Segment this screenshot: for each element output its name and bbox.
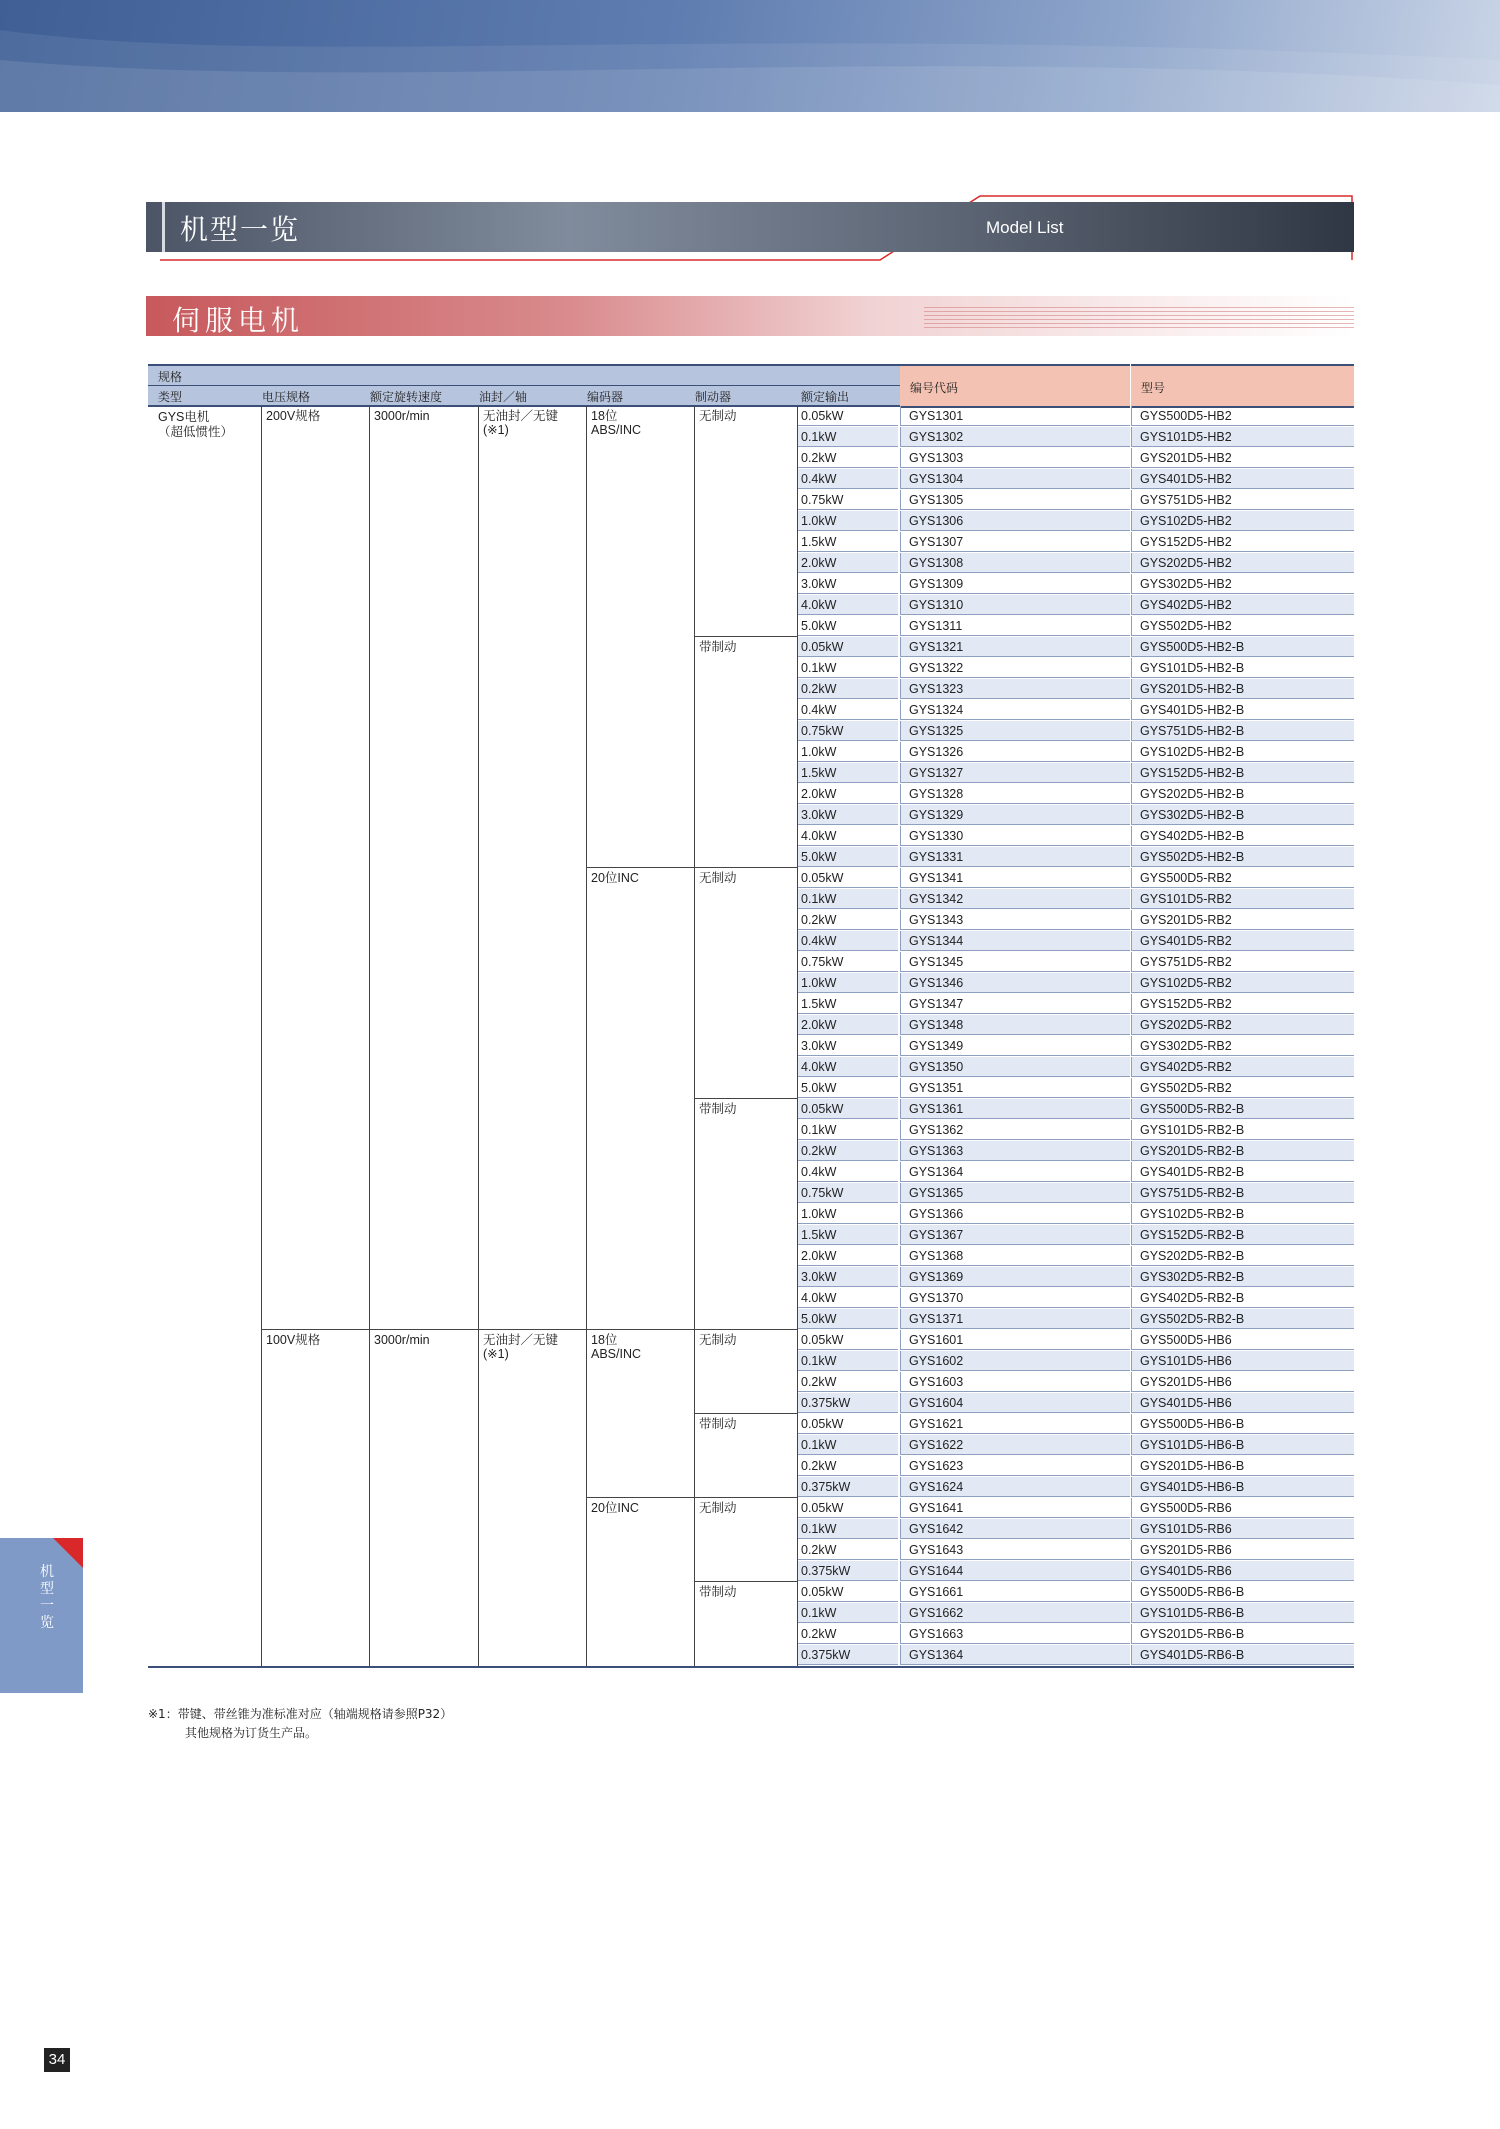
code-cell: GYS1368 bbox=[900, 1246, 1130, 1266]
code-cell: GYS1331 bbox=[900, 847, 1130, 867]
model-cell: GYS402D5-RB2-B bbox=[1131, 1288, 1354, 1308]
code-cell: GYS1322 bbox=[900, 658, 1130, 678]
brake-type: 带制动 bbox=[699, 1585, 737, 1599]
rated-output-cell: 0.05kW bbox=[797, 1330, 898, 1350]
rated-speed: 3000r/min bbox=[374, 409, 430, 423]
rated-output-cell: 0.1kW bbox=[797, 889, 898, 909]
model-cell: GYS152D5-RB2 bbox=[1131, 994, 1354, 1014]
rated-output-cell: 1.0kW bbox=[797, 742, 898, 762]
model-cell: GYS402D5-RB2 bbox=[1131, 1057, 1354, 1077]
header-output: 额定输出 bbox=[801, 390, 850, 404]
code-cell: GYS1307 bbox=[900, 532, 1130, 552]
page-title-bar bbox=[146, 202, 1354, 252]
brake-type: 无制动 bbox=[699, 409, 737, 423]
model-cell: GYS302D5-RB2-B bbox=[1131, 1267, 1354, 1287]
model-cell: GYS302D5-HB2-B bbox=[1131, 805, 1354, 825]
section-title-bar bbox=[146, 296, 1354, 336]
rated-output-cell: 0.2kW bbox=[797, 679, 898, 699]
column-divider bbox=[478, 406, 479, 1666]
side-tab-label: 机型一览 bbox=[40, 1564, 54, 1631]
seal-note: (※1) bbox=[483, 423, 509, 437]
code-cell: GYS1346 bbox=[900, 973, 1130, 993]
model-cell: GYS401D5-RB2 bbox=[1131, 931, 1354, 951]
rated-output-cell: 0.375kW bbox=[797, 1393, 898, 1413]
model-cell: GYS502D5-RB2 bbox=[1131, 1078, 1354, 1098]
column-divider bbox=[369, 406, 370, 1666]
rated-output-cell: 4.0kW bbox=[797, 595, 898, 615]
model-cell: GYS101D5-RB2-B bbox=[1131, 1120, 1354, 1140]
code-cell: GYS1601 bbox=[900, 1330, 1130, 1350]
model-cell: GYS500D5-HB6 bbox=[1131, 1330, 1354, 1350]
side-index-tab[interactable] bbox=[0, 1538, 83, 1693]
rated-output-cell: 0.2kW bbox=[797, 448, 898, 468]
code-cell: GYS1302 bbox=[900, 427, 1130, 447]
model-cell: GYS402D5-HB2-B bbox=[1131, 826, 1354, 846]
footnote-line-1: ※1：带键、带丝锥为准标准对应（轴端规格请参照P32） bbox=[148, 1707, 453, 1721]
model-cell: GYS201D5-HB2 bbox=[1131, 448, 1354, 468]
model-cell: GYS751D5-HB2-B bbox=[1131, 721, 1354, 741]
rated-output-cell: 0.05kW bbox=[797, 1414, 898, 1434]
code-cell: GYS1365 bbox=[900, 1183, 1130, 1203]
rated-output-cell: 0.75kW bbox=[797, 490, 898, 510]
model-cell: GYS401D5-HB2 bbox=[1131, 469, 1354, 489]
title-accent-bar bbox=[162, 202, 165, 252]
code-cell: GYS1351 bbox=[900, 1078, 1130, 1098]
rated-output-cell: 0.2kW bbox=[797, 1141, 898, 1161]
code-cell: GYS1622 bbox=[900, 1435, 1130, 1455]
rated-output-cell: 2.0kW bbox=[797, 1015, 898, 1035]
model-cell: GYS751D5-RB2-B bbox=[1131, 1183, 1354, 1203]
table-column-header bbox=[148, 385, 900, 407]
model-cell: GYS101D5-RB6-B bbox=[1131, 1603, 1354, 1623]
header-code-cell bbox=[900, 364, 1130, 408]
rated-output-cell: 1.0kW bbox=[797, 1204, 898, 1224]
model-cell: GYS101D5-HB2 bbox=[1131, 427, 1354, 447]
code-cell: GYS1308 bbox=[900, 553, 1130, 573]
model-cell: GYS402D5-HB2 bbox=[1131, 595, 1354, 615]
column-divider bbox=[797, 406, 798, 1666]
model-cell: GYS401D5-RB2-B bbox=[1131, 1162, 1354, 1182]
code-cell: GYS1345 bbox=[900, 952, 1130, 972]
model-cell: GYS101D5-HB6-B bbox=[1131, 1435, 1354, 1455]
model-cell: GYS102D5-HB2-B bbox=[1131, 742, 1354, 762]
rated-speed: 3000r/min bbox=[374, 1333, 430, 1347]
group-divider bbox=[694, 1581, 797, 1582]
code-cell: GYS1330 bbox=[900, 826, 1130, 846]
model-cell: GYS152D5-RB2-B bbox=[1131, 1225, 1354, 1245]
model-cell: GYS202D5-RB2-B bbox=[1131, 1246, 1354, 1266]
code-cell: GYS1347 bbox=[900, 994, 1130, 1014]
code-cell: GYS1303 bbox=[900, 448, 1130, 468]
model-cell: GYS302D5-RB2 bbox=[1131, 1036, 1354, 1056]
code-cell: GYS1641 bbox=[900, 1498, 1130, 1518]
rated-output-cell: 0.375kW bbox=[797, 1561, 898, 1581]
model-cell: GYS401D5-HB2-B bbox=[1131, 700, 1354, 720]
code-cell: GYS1341 bbox=[900, 868, 1130, 888]
rated-output-cell: 1.0kW bbox=[797, 511, 898, 531]
rated-output-cell: 3.0kW bbox=[797, 805, 898, 825]
code-cell: GYS1663 bbox=[900, 1624, 1130, 1644]
rated-output-cell: 2.0kW bbox=[797, 784, 898, 804]
model-cell: GYS102D5-HB2 bbox=[1131, 511, 1354, 531]
rated-output-cell: 0.1kW bbox=[797, 427, 898, 447]
rated-output-cell: 1.0kW bbox=[797, 973, 898, 993]
rated-output-cell: 0.375kW bbox=[797, 1477, 898, 1497]
rated-output-cell: 5.0kW bbox=[797, 616, 898, 636]
model-cell: GYS201D5-RB2 bbox=[1131, 910, 1354, 930]
code-cell: GYS1371 bbox=[900, 1309, 1130, 1329]
model-cell: GYS101D5-RB2 bbox=[1131, 889, 1354, 909]
rated-output-cell: 4.0kW bbox=[797, 826, 898, 846]
table-bottom-rule bbox=[148, 1666, 1354, 1668]
model-cell: GYS201D5-RB2-B bbox=[1131, 1141, 1354, 1161]
code-cell: GYS1642 bbox=[900, 1519, 1130, 1539]
rated-output-cell: 0.05kW bbox=[797, 1582, 898, 1602]
code-cell: GYS1350 bbox=[900, 1057, 1130, 1077]
model-cell: GYS101D5-RB6 bbox=[1131, 1519, 1354, 1539]
code-cell: GYS1644 bbox=[900, 1561, 1130, 1581]
model-cell: GYS101D5-HB6 bbox=[1131, 1351, 1354, 1371]
code-cell: GYS1328 bbox=[900, 784, 1130, 804]
code-cell: GYS1362 bbox=[900, 1120, 1130, 1140]
model-cell: GYS152D5-HB2 bbox=[1131, 532, 1354, 552]
code-cell: GYS1309 bbox=[900, 574, 1130, 594]
rated-output-cell: 0.2kW bbox=[797, 1540, 898, 1560]
code-cell: GYS1348 bbox=[900, 1015, 1130, 1035]
encoder-bits: 20位INC bbox=[591, 1501, 639, 1515]
voltage-spec: 200V规格 bbox=[266, 409, 321, 423]
model-cell: GYS401D5-RB6-B bbox=[1131, 1645, 1354, 1665]
brake-type: 带制动 bbox=[699, 640, 737, 654]
rated-output-cell: 0.1kW bbox=[797, 1120, 898, 1140]
brake-type: 带制动 bbox=[699, 1102, 737, 1116]
column-divider bbox=[586, 406, 587, 1666]
code-cell: GYS1343 bbox=[900, 910, 1130, 930]
code-cell: GYS1361 bbox=[900, 1099, 1130, 1119]
spec-header: 规格 bbox=[158, 370, 183, 384]
model-cell: GYS502D5-RB2-B bbox=[1131, 1309, 1354, 1329]
header-voltage: 电压规格 bbox=[262, 390, 311, 404]
header-seal: 油封／轴 bbox=[479, 390, 528, 404]
model-cell: GYS500D5-HB2 bbox=[1131, 406, 1354, 426]
seal-note: (※1) bbox=[483, 1347, 509, 1361]
header-code: 编号代码 bbox=[910, 381, 959, 395]
rated-output-cell: 0.75kW bbox=[797, 721, 898, 741]
group-divider bbox=[694, 867, 797, 868]
encoder-bits: 18位 bbox=[591, 409, 618, 423]
table-group-header bbox=[148, 364, 900, 385]
brake-type: 无制动 bbox=[699, 1501, 737, 1515]
code-cell: GYS1325 bbox=[900, 721, 1130, 741]
brake-type: 无制动 bbox=[699, 1333, 737, 1347]
seal-shaft: 无油封／无键 bbox=[483, 1333, 559, 1347]
footnote bbox=[148, 1705, 452, 1743]
section-title: 伺服电机 bbox=[172, 304, 305, 337]
page-number: 34 bbox=[44, 2048, 70, 2072]
rated-output-cell: 0.1kW bbox=[797, 1519, 898, 1539]
header-model: 型号 bbox=[1141, 381, 1166, 395]
header-model-cell bbox=[1131, 364, 1354, 408]
brake-type: 无制动 bbox=[699, 871, 737, 885]
model-cell: GYS302D5-HB2 bbox=[1131, 574, 1354, 594]
code-cell: GYS1661 bbox=[900, 1582, 1130, 1602]
code-cell: GYS1621 bbox=[900, 1414, 1130, 1434]
code-cell: GYS1305 bbox=[900, 490, 1130, 510]
encoder-type: ABS/INC bbox=[591, 1347, 642, 1361]
model-cell: GYS201D5-RB6 bbox=[1131, 1540, 1354, 1560]
code-cell: GYS1342 bbox=[900, 889, 1130, 909]
column-divider bbox=[694, 406, 695, 1666]
brake-type: 带制动 bbox=[699, 1417, 737, 1431]
rated-output-cell: 0.05kW bbox=[797, 868, 898, 888]
encoder-bits: 20位INC bbox=[591, 871, 639, 885]
code-cell: GYS1326 bbox=[900, 742, 1130, 762]
rated-output-cell: 0.375kW bbox=[797, 1645, 898, 1665]
code-cell: GYS1304 bbox=[900, 469, 1130, 489]
code-cell: GYS1604 bbox=[900, 1393, 1130, 1413]
rated-output-cell: 0.75kW bbox=[797, 952, 898, 972]
code-cell: GYS1364 bbox=[900, 1645, 1130, 1665]
code-cell: GYS1662 bbox=[900, 1603, 1130, 1623]
code-cell: GYS1623 bbox=[900, 1456, 1130, 1476]
voltage-spec: 100V规格 bbox=[266, 1333, 321, 1347]
rated-output-cell: 3.0kW bbox=[797, 574, 898, 594]
code-cell: GYS1344 bbox=[900, 931, 1130, 951]
model-cell: GYS202D5-RB2 bbox=[1131, 1015, 1354, 1035]
rated-output-cell: 1.5kW bbox=[797, 532, 898, 552]
model-cell: GYS500D5-HB2-B bbox=[1131, 637, 1354, 657]
code-cell: GYS1349 bbox=[900, 1036, 1130, 1056]
code-cell: GYS1369 bbox=[900, 1267, 1130, 1287]
rated-output-cell: 1.5kW bbox=[797, 763, 898, 783]
page-title: 机型一览 bbox=[180, 213, 301, 246]
model-cell: GYS401D5-RB6 bbox=[1131, 1561, 1354, 1581]
rated-output-cell: 0.1kW bbox=[797, 1603, 898, 1623]
rated-output-cell: 3.0kW bbox=[797, 1036, 898, 1056]
code-cell: GYS1602 bbox=[900, 1351, 1130, 1371]
rated-output-cell: 0.2kW bbox=[797, 1456, 898, 1476]
rated-output-cell: 0.4kW bbox=[797, 1162, 898, 1182]
group-divider bbox=[694, 636, 797, 637]
code-cell: GYS1306 bbox=[900, 511, 1130, 531]
model-cell: GYS201D5-HB2-B bbox=[1131, 679, 1354, 699]
page-title-english: Model List bbox=[986, 218, 1064, 237]
group-divider bbox=[694, 1098, 797, 1099]
rated-output-cell: 0.4kW bbox=[797, 931, 898, 951]
model-cell: GYS500D5-RB2 bbox=[1131, 868, 1354, 888]
group-divider bbox=[694, 1497, 797, 1498]
rated-output-cell: 0.2kW bbox=[797, 1624, 898, 1644]
motor-type-inertia: （超低惯性） bbox=[158, 425, 234, 439]
model-cell: GYS152D5-HB2-B bbox=[1131, 763, 1354, 783]
tab-corner-mark bbox=[53, 1538, 83, 1568]
model-cell: GYS500D5-HB6-B bbox=[1131, 1414, 1354, 1434]
rated-output-cell: 0.05kW bbox=[797, 1099, 898, 1119]
header-type: 类型 bbox=[158, 390, 183, 404]
rated-output-cell: 3.0kW bbox=[797, 1267, 898, 1287]
model-cell: GYS500D5-RB2-B bbox=[1131, 1099, 1354, 1119]
rated-output-cell: 2.0kW bbox=[797, 1246, 898, 1266]
column-divider bbox=[261, 406, 262, 1666]
header-encoder: 编码器 bbox=[587, 390, 624, 404]
model-cell: GYS201D5-RB6-B bbox=[1131, 1624, 1354, 1644]
header-speed: 额定旋转速度 bbox=[370, 390, 443, 404]
model-cell: GYS102D5-RB2-B bbox=[1131, 1204, 1354, 1224]
code-cell: GYS1643 bbox=[900, 1540, 1130, 1560]
rated-output-cell: 5.0kW bbox=[797, 1078, 898, 1098]
rated-output-cell: 0.4kW bbox=[797, 700, 898, 720]
code-cell: GYS1323 bbox=[900, 679, 1130, 699]
code-cell: GYS1366 bbox=[900, 1204, 1130, 1224]
group-divider bbox=[694, 1413, 797, 1414]
header-brake: 制动器 bbox=[695, 390, 732, 404]
encoder-bits: 18位 bbox=[591, 1333, 618, 1347]
seal-shaft: 无油封／无键 bbox=[483, 409, 559, 423]
encoder-type: ABS/INC bbox=[591, 423, 642, 437]
rated-output-cell: 4.0kW bbox=[797, 1057, 898, 1077]
model-cell: GYS201D5-HB6 bbox=[1131, 1372, 1354, 1392]
group-divider bbox=[694, 1329, 797, 1330]
model-cell: GYS500D5-RB6-B bbox=[1131, 1582, 1354, 1602]
code-cell: GYS1310 bbox=[900, 595, 1130, 615]
code-cell: GYS1321 bbox=[900, 637, 1130, 657]
motor-type-name: GYS电机 bbox=[158, 410, 210, 424]
rated-output-cell: 1.5kW bbox=[797, 994, 898, 1014]
rated-output-cell: 5.0kW bbox=[797, 847, 898, 867]
model-cell: GYS201D5-HB6-B bbox=[1131, 1456, 1354, 1476]
model-cell: GYS500D5-RB6 bbox=[1131, 1498, 1354, 1518]
model-cell: GYS751D5-RB2 bbox=[1131, 952, 1354, 972]
rated-output-cell: 0.05kW bbox=[797, 637, 898, 657]
model-cell: GYS102D5-RB2 bbox=[1131, 973, 1354, 993]
rated-output-cell: 5.0kW bbox=[797, 1309, 898, 1329]
rated-output-cell: 2.0kW bbox=[797, 553, 898, 573]
model-cell: GYS751D5-HB2 bbox=[1131, 490, 1354, 510]
rated-output-cell: 1.5kW bbox=[797, 1225, 898, 1245]
model-cell: GYS401D5-HB6 bbox=[1131, 1393, 1354, 1413]
code-cell: GYS1301 bbox=[900, 406, 1130, 426]
code-cell: GYS1327 bbox=[900, 763, 1130, 783]
code-cell: GYS1603 bbox=[900, 1372, 1130, 1392]
model-cell: GYS401D5-HB6-B bbox=[1131, 1477, 1354, 1497]
rated-output-cell: 0.1kW bbox=[797, 1351, 898, 1371]
rated-output-cell: 0.4kW bbox=[797, 469, 898, 489]
rated-output-cell: 0.1kW bbox=[797, 1435, 898, 1455]
rated-output-cell: 0.75kW bbox=[797, 1183, 898, 1203]
code-cell: GYS1324 bbox=[900, 700, 1130, 720]
code-cell: GYS1363 bbox=[900, 1141, 1130, 1161]
rated-output-cell: 0.2kW bbox=[797, 910, 898, 930]
model-cell: GYS202D5-HB2 bbox=[1131, 553, 1354, 573]
rated-output-cell: 0.2kW bbox=[797, 1372, 898, 1392]
model-cell: GYS502D5-HB2-B bbox=[1131, 847, 1354, 867]
banner-waves bbox=[0, 0, 1500, 112]
model-cell: GYS202D5-HB2-B bbox=[1131, 784, 1354, 804]
section-stripes bbox=[924, 304, 1354, 328]
code-cell: GYS1370 bbox=[900, 1288, 1130, 1308]
code-cell: GYS1367 bbox=[900, 1225, 1130, 1245]
motor-type bbox=[158, 410, 233, 440]
top-banner bbox=[0, 0, 1500, 112]
rated-output-cell: 0.1kW bbox=[797, 658, 898, 678]
model-cell: GYS101D5-HB2-B bbox=[1131, 658, 1354, 678]
code-cell: GYS1364 bbox=[900, 1162, 1130, 1182]
rated-output-cell: 4.0kW bbox=[797, 1288, 898, 1308]
code-cell: GYS1311 bbox=[900, 616, 1130, 636]
code-cell: GYS1624 bbox=[900, 1477, 1130, 1497]
code-cell: GYS1329 bbox=[900, 805, 1130, 825]
rated-output-cell: 0.05kW bbox=[797, 406, 898, 426]
model-cell: GYS502D5-HB2 bbox=[1131, 616, 1354, 636]
footnote-line-2: 其他规格为订货生产品。 bbox=[185, 1726, 318, 1740]
rated-output-cell: 0.05kW bbox=[797, 1498, 898, 1518]
